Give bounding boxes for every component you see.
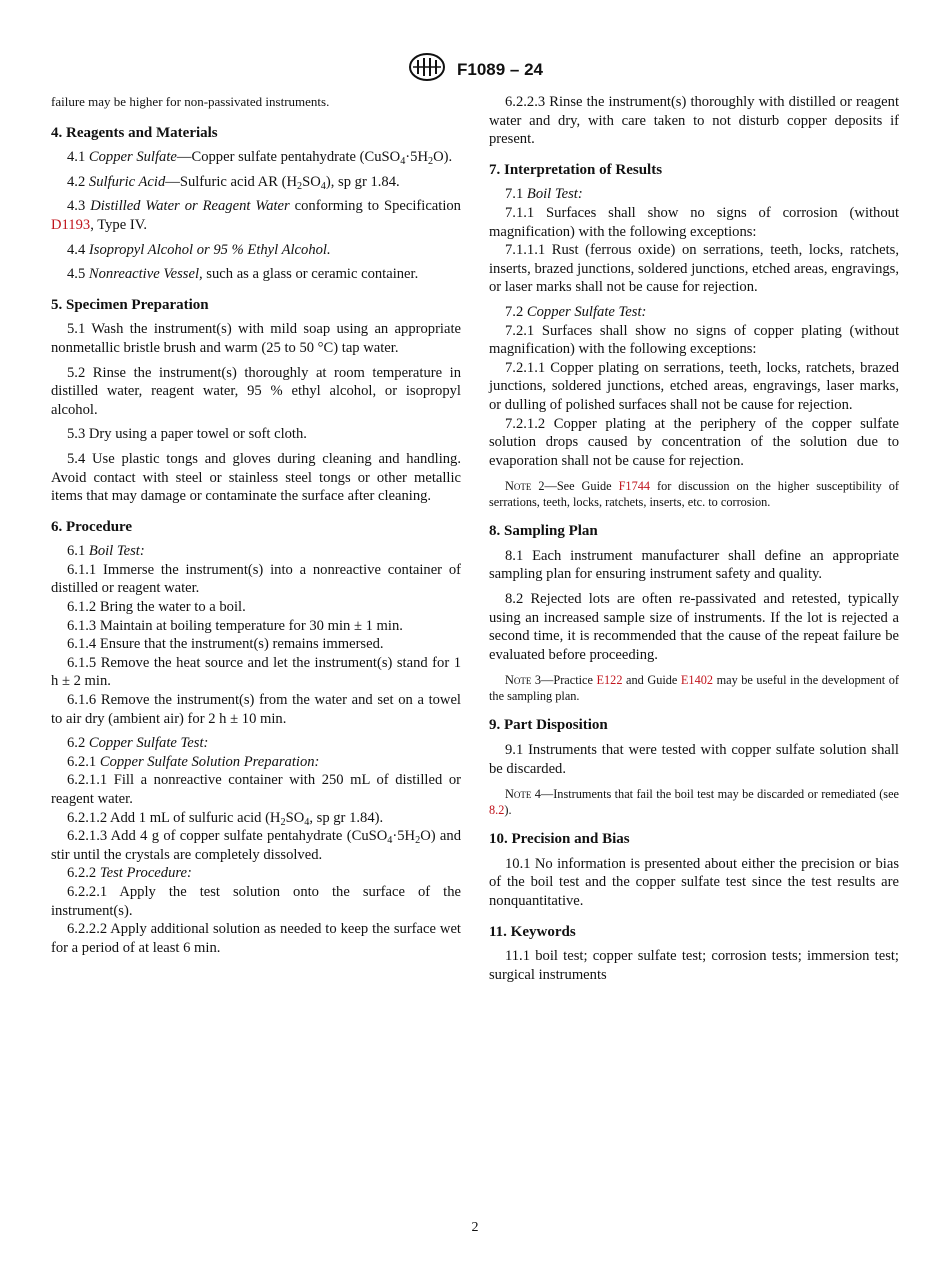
paragraph-6-2-2-1: 6.2.2.1 Apply the test solution onto the surface of the instrument(s). bbox=[51, 883, 461, 919]
astm-logo-icon bbox=[407, 52, 447, 87]
paragraph-5-3: 5.3 Dry using a paper towel or soft cloth. bbox=[67, 426, 307, 443]
paragraph-6-2-2-3: 6.2.2.3 Rinse the instrument(s) thoroughly with distilled or reagent water and dry, with care taken to not disturb copper deposits if present. bbox=[489, 94, 899, 148]
paragraph-4-3: 4.3 Distilled Water or Reagent Water conforming to Specification D1193, Type IV. bbox=[51, 198, 461, 233]
paragraph-6-2-1-1: 6.2.1.1 Fill a nonreactive container with 250 mL of distilled or reagent water. bbox=[51, 772, 461, 807]
paragraph-4-5: 4.5 Nonreactive Vessel, such as a glass or ceramic container. bbox=[67, 266, 419, 283]
paragraph-6-1-6: 6.1.6 Remove the instrument(s) from the water and set on a towel to air dry (ambient air) for 2 h ± 10 min. bbox=[51, 692, 461, 727]
paragraph-10-1: 10.1 No information is presented about either the precision or bias of the boil test and the copper sulfate test since the test results are nonquantitative. bbox=[489, 855, 899, 909]
paragraph-8-2: 8.2 Rejected lots are often re-passivated and retested, typically using an increased sample size of instruments. If the lot is rejected a second time, it is recommended that the cause of the repeat failure be evaluated before proceeding. bbox=[489, 591, 899, 663]
paragraph-7-1: 7.1 Boil Test: bbox=[505, 186, 583, 203]
section-heading-10: 10. Precision and Bias bbox=[489, 831, 630, 848]
paragraph-6-1-5: 6.1.5 Remove the heat source and let the instrument(s) stand for 1 h ± 2 min. bbox=[51, 654, 461, 690]
right-column bbox=[489, 93, 899, 990]
paragraph-7-2: 7.2 Copper Sulfate Test: bbox=[505, 303, 647, 320]
paragraph-6-1-3: 6.1.3 Maintain at boiling temperature for 30 min ± 1 min. bbox=[67, 617, 403, 634]
section-heading-8: 8. Sampling Plan bbox=[489, 523, 598, 540]
paragraph-6-2-1-3: 6.2.1.3 Add 4 g of copper sulfate pentahydrate $(CuSO_4\cdot 5H_2O)$ and stir until the crystals are completely dissolved. bbox=[51, 828, 461, 863]
page-header bbox=[0, 52, 950, 87]
paragraph-4-4: 4.4 Isopropyl Alcohol or 95 % Ethyl Alcohol. bbox=[67, 241, 331, 258]
link-section-8-2[interactable]: 8.2 bbox=[489, 803, 505, 818]
section-heading-6: 6. Procedure bbox=[51, 518, 133, 535]
note-2: Note 2—See Guide F1744 for discussion on the higher susceptibility of serrations, teeth, locks, ratchets, inserts, etc. to corrosion. bbox=[489, 479, 899, 510]
continued-text: failure may be higher for non-passivated instruments. bbox=[51, 94, 330, 109]
paragraph-6-2-2-2: 6.2.2.2 Apply additional solution as needed to keep the surface wet for a period of at least 6 min. bbox=[51, 921, 461, 956]
paragraph-6-2-1-2: 6.2.1.2 Add 1 mL of sulfuric acid ($H_2SO_4$, sp gr 1.84). bbox=[67, 809, 384, 828]
section-heading-7: 7. Interpretation of Results bbox=[489, 161, 663, 178]
paragraph-7-1-1: 7.1.1 Surfaces shall show no signs of corrosion (without magnification) with the following exceptions: bbox=[489, 204, 899, 240]
link-e1402[interactable]: E1402 bbox=[680, 673, 714, 688]
section-heading-11: 11. Keywords bbox=[489, 923, 576, 940]
left-column bbox=[51, 93, 461, 957]
paragraph-5-1: 5.1 Wash the instrument(s) with mild soap using an appropriate nonmetallic bristle brush and warm (25 to 50 °C) tap water. bbox=[51, 321, 461, 356]
paragraph-6-2: 6.2 Copper Sulfate Test: bbox=[67, 735, 209, 752]
paragraph-6-2-2: 6.2.2 Test Procedure: bbox=[67, 865, 192, 882]
section-heading-5: 5. Specimen Preparation bbox=[51, 296, 209, 313]
paragraph-5-4: 5.4 Use plastic tongs and gloves during cleaning and handling. Avoid contact with steel or stainless steel tongs or other metallic items that may damage or contaminate the surface after cleaning. bbox=[51, 450, 461, 505]
paragraph-5-2: 5.2 Rinse the instrument(s) thoroughly at room temperature in distilled water, reagent water, 95 % ethyl alcohol, or isopropyl alcohol. bbox=[51, 364, 461, 418]
paragraph-4-1: 4.1 Copper Sulfate—Copper sulfate pentahydrate $(CuSO_4\cdot 5H_2O)$. bbox=[67, 149, 453, 168]
paragraph-7-2-1-2: 7.2.1.2 Copper plating at the periphery of the copper sulfate solution drops caused by concentration of the solution due to evaporation shall not be cause for rejection. bbox=[489, 415, 899, 469]
paragraph-6-2-1: 6.2.1 Copper Sulfate Solution Preparation: bbox=[67, 753, 320, 770]
link-e122[interactable]: E122 bbox=[596, 673, 623, 688]
section-heading-4: 4. Reagents and Materials bbox=[51, 124, 218, 141]
paragraph-6-1: 6.1 Boil Test: bbox=[67, 543, 145, 560]
page-number: 2 bbox=[471, 1220, 479, 1235]
link-f1744[interactable]: F1744 bbox=[618, 479, 651, 494]
section-heading-9: 9. Part Disposition bbox=[489, 717, 608, 734]
paragraph-6-1-1: 6.1.1 Immerse the instrument(s) into a nonreactive container of distilled or reagent water. bbox=[51, 561, 461, 597]
paragraph-4-2: 4.2 Sulfuric Acid—Sulfuric acid AR $(H_2SO_4)$, sp gr 1.84. bbox=[67, 173, 400, 192]
paragraph-7-1-1-1: 7.1.1.1 Rust (ferrous oxide) on serrations, teeth, locks, ratchets, inserts, brazed junctions, soldered junctions, etched areas, engravings, or laser marks shall not be cause for rejection. bbox=[489, 242, 899, 296]
note-4: Note 4—Instruments that fail the boil test may be discarded or remediated (see 8.2). bbox=[489, 787, 899, 818]
paragraph-8-1: 8.1 Each instrument manufacturer shall define an appropriate sampling plan for ensuring instrument safety and quality. bbox=[489, 547, 899, 583]
note-3: Note 3—Practice E122 and Guide E1402 may be useful in the development of the sampling plan. bbox=[489, 673, 899, 704]
paragraph-9-1: 9.1 Instruments that were tested with copper sulfate solution shall be discarded. bbox=[489, 742, 899, 777]
paragraph-11-1: 11.1 boil test; copper sulfate test; corrosion tests; immersion test; surgical instruments bbox=[489, 948, 899, 983]
paragraph-6-1-2: 6.1.2 Bring the water to a boil. bbox=[67, 599, 246, 616]
document-id: F1089 – 24 bbox=[456, 59, 543, 79]
paragraph-7-2-1-1: 7.2.1.1 Copper plating on serrations, teeth, locks, ratchets, brazed junctions, soldered junctions, etched areas, engravings, laser marks, or dulling of polished surfaces shall not be cause for rejection. bbox=[489, 359, 899, 413]
link-d1193[interactable]: D1193 bbox=[51, 216, 91, 233]
paragraph-7-2-1: 7.2.1 Surfaces shall show no signs of copper plating (without magnification) with the following exceptions: bbox=[489, 322, 899, 358]
paragraph-6-1-4: 6.1.4 Ensure that the instrument(s) remains immersed. bbox=[67, 636, 384, 653]
